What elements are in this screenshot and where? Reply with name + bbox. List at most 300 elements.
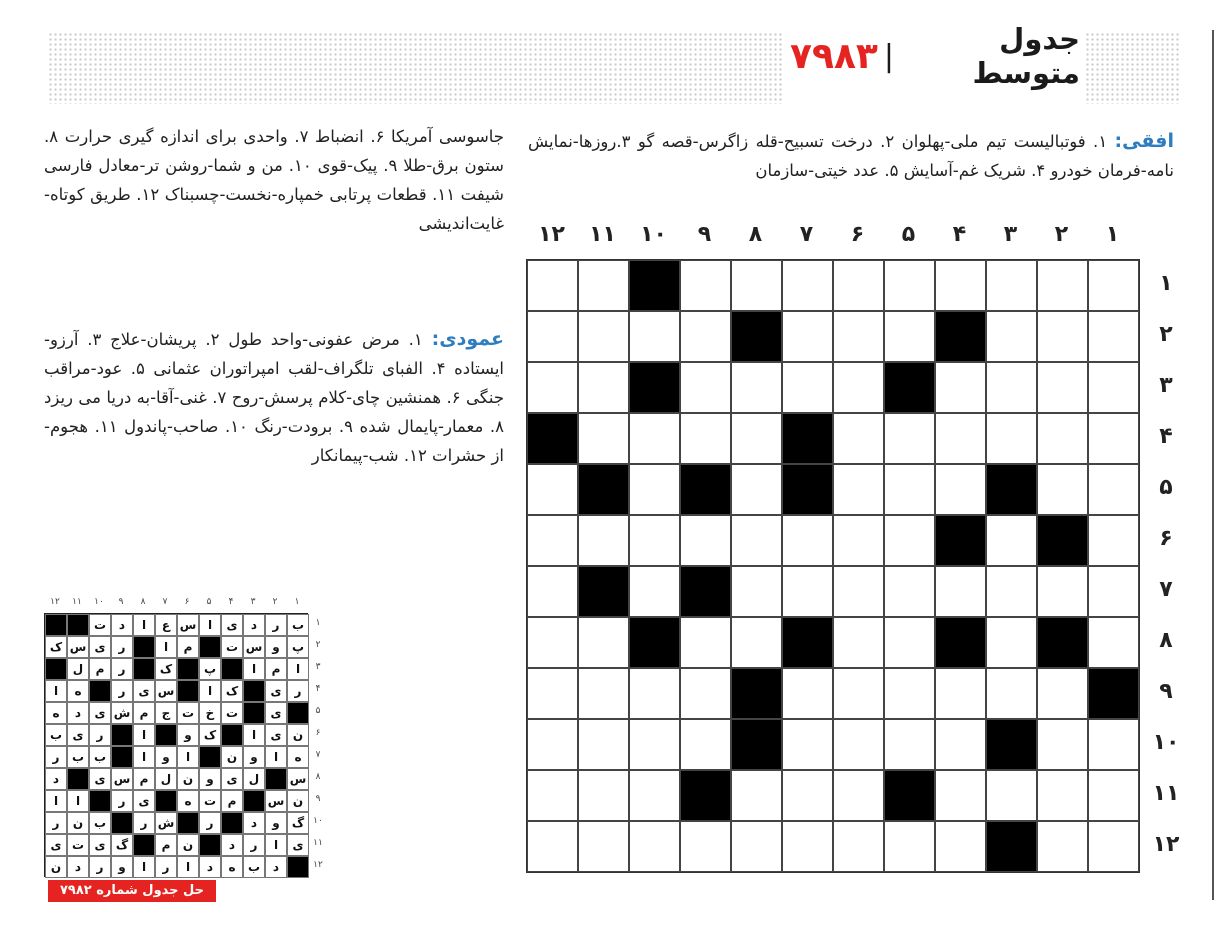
grid-cell[interactable] — [680, 260, 731, 311]
down-clues — [44, 325, 504, 470]
solution-cell: ش — [155, 812, 177, 834]
grid-cell[interactable] — [527, 668, 578, 719]
grid-cell-black — [935, 617, 986, 668]
solution-cell: ن — [287, 790, 309, 812]
grid-cell[interactable] — [1037, 566, 1088, 617]
row-number: ۷ — [1159, 577, 1173, 602]
grid-cell[interactable] — [1037, 362, 1088, 413]
grid-cell[interactable] — [527, 821, 578, 872]
solution-row-number: ۳ — [315, 662, 321, 672]
solution-cell: س — [243, 636, 265, 658]
solution-cell: ت — [199, 790, 221, 812]
solution-cell: ر — [287, 680, 309, 702]
grid-cell[interactable] — [782, 719, 833, 770]
row-number: ۱ — [1159, 271, 1173, 296]
grid-cell-black — [1088, 668, 1139, 719]
grid-cell[interactable] — [578, 770, 629, 821]
solution-cell-black — [177, 658, 199, 680]
grid-cell[interactable] — [986, 668, 1037, 719]
solution-cell-black — [199, 746, 221, 768]
solution-cell: و — [265, 636, 287, 658]
solution-cell: د — [199, 856, 221, 878]
solution-cell: و — [199, 768, 221, 790]
grid-cell-black — [1037, 617, 1088, 668]
solution-cell: ک — [45, 636, 67, 658]
grid-cell[interactable] — [986, 770, 1037, 821]
grid-cell-black — [680, 770, 731, 821]
solution-cell: ک — [155, 658, 177, 680]
solution-cell: ی — [67, 724, 89, 746]
grid-cell[interactable] — [833, 770, 884, 821]
grid-cell[interactable] — [731, 515, 782, 566]
solution-cell: ا — [265, 746, 287, 768]
grid-cell[interactable] — [935, 821, 986, 872]
solution-cell: ا — [243, 724, 265, 746]
grid-cell[interactable] — [884, 821, 935, 872]
solution-cell: د — [67, 856, 89, 878]
grid-cell[interactable] — [986, 311, 1037, 362]
grid-cell[interactable] — [986, 515, 1037, 566]
grid-cell[interactable] — [731, 821, 782, 872]
solution-cell: س — [177, 614, 199, 636]
solution-cell-black — [67, 614, 89, 636]
solution-cell: ل — [67, 658, 89, 680]
grid-cell[interactable] — [629, 413, 680, 464]
solution-cell-black — [287, 856, 309, 878]
grid-cell-black — [986, 464, 1037, 515]
grid-cell[interactable] — [833, 719, 884, 770]
row-number: ۶ — [1159, 526, 1173, 551]
grid-cell-black — [680, 464, 731, 515]
grid-cell-black — [782, 464, 833, 515]
grid-cell-black — [731, 719, 782, 770]
grid-cell[interactable] — [731, 464, 782, 515]
solution-cell: ع — [155, 614, 177, 636]
solution-cell-black — [155, 790, 177, 812]
solution-cell: ی — [265, 702, 287, 724]
grid-cell-black — [731, 311, 782, 362]
solution-cell-black — [265, 768, 287, 790]
solution-cell: ر — [265, 614, 287, 636]
solution-cell-black — [133, 834, 155, 856]
solution-column-number: ۱۲ — [50, 597, 60, 607]
grid-cell[interactable] — [935, 770, 986, 821]
solution-cell-black — [111, 812, 133, 834]
solution-cell: ه — [45, 702, 67, 724]
solution-cell: ک — [199, 724, 221, 746]
grid-cell[interactable] — [680, 515, 731, 566]
grid-cell[interactable] — [629, 566, 680, 617]
solution-cell: ی — [221, 614, 243, 636]
grid-cell[interactable] — [527, 770, 578, 821]
solution-cell: ر — [243, 834, 265, 856]
grid-cell[interactable] — [527, 617, 578, 668]
grid-cell[interactable] — [629, 770, 680, 821]
solution-cell-black — [243, 702, 265, 724]
crossword-grid[interactable] — [526, 259, 1140, 873]
grid-cell[interactable] — [833, 668, 884, 719]
solution-cell: د — [45, 768, 67, 790]
grid-cell[interactable] — [1037, 311, 1088, 362]
grid-cell[interactable] — [629, 719, 680, 770]
grid-cell[interactable] — [527, 515, 578, 566]
grid-cell[interactable] — [1037, 770, 1088, 821]
solution-row-number: ۶ — [315, 728, 321, 738]
grid-cell[interactable] — [935, 668, 986, 719]
grid-cell[interactable] — [986, 566, 1037, 617]
grid-cell[interactable] — [884, 260, 935, 311]
solution-cell: ر — [111, 680, 133, 702]
solution-cell: ر — [111, 636, 133, 658]
grid-cell[interactable] — [1088, 260, 1139, 311]
grid-cell[interactable] — [629, 515, 680, 566]
solution-cell: ا — [155, 636, 177, 658]
solution-cell: ی — [287, 834, 309, 856]
grid-cell[interactable] — [527, 362, 578, 413]
solution-cell: ا — [177, 856, 199, 878]
row-number: ۹ — [1159, 679, 1173, 704]
solution-cell: ا — [287, 658, 309, 680]
grid-cell[interactable] — [782, 770, 833, 821]
across-clues-text-1: ۱. فوتبالیست تیم ملی-پهلوان ۲. درخت تسبیح-قله زاگرس-قصه گو ۳.روزها-نمایش نامه-فرمان خودرو ۴. شریک غم-آسایش ۵. عدد خیتی-سازمان — [528, 132, 1174, 180]
grid-cell[interactable] — [1037, 413, 1088, 464]
grid-cell[interactable] — [833, 311, 884, 362]
grid-cell[interactable] — [527, 464, 578, 515]
grid-cell[interactable] — [680, 821, 731, 872]
solution-cell-black — [89, 680, 111, 702]
row-number: ۱۰ — [1152, 730, 1180, 755]
solution-cell: ا — [133, 614, 155, 636]
solution-cell: د — [243, 614, 265, 636]
solution-cell: ج — [155, 702, 177, 724]
solution-caption: حل جدول شماره ۷۹۸۲ — [48, 880, 216, 902]
grid-cell[interactable] — [629, 311, 680, 362]
column-number: ۶ — [850, 222, 865, 247]
solution-column-number: ۲ — [272, 597, 278, 607]
solution-cell: ب — [67, 746, 89, 768]
solution-cell: ن — [287, 724, 309, 746]
grid-cell[interactable] — [884, 617, 935, 668]
solution-cell-black — [177, 812, 199, 834]
solution-cell: م — [265, 658, 287, 680]
solution-cell: د — [243, 812, 265, 834]
solution-cell-black — [221, 724, 243, 746]
solution-cell: ی — [89, 768, 111, 790]
grid-cell[interactable] — [833, 464, 884, 515]
solution-cell: ی — [89, 636, 111, 658]
grid-cell[interactable] — [527, 566, 578, 617]
solution-cell: ت — [67, 834, 89, 856]
solution-cell-black — [111, 724, 133, 746]
solution-cell: ا — [265, 834, 287, 856]
solution-cell: ر — [45, 812, 67, 834]
grid-cell[interactable] — [680, 362, 731, 413]
grid-cell[interactable] — [782, 515, 833, 566]
solution-column-number: ۱۱ — [72, 597, 82, 607]
solution-cell: م — [177, 636, 199, 658]
solution-cell: ن — [177, 834, 199, 856]
column-number: ۲ — [1054, 222, 1069, 247]
grid-cell[interactable] — [578, 413, 629, 464]
solution-column-number: ۹ — [118, 597, 124, 607]
solution-cell-black — [133, 636, 155, 658]
grid-cell-black — [935, 515, 986, 566]
solution-cell: و — [155, 746, 177, 768]
solution-cell: ا — [45, 790, 67, 812]
title-text: جدول متوسط — [972, 22, 1080, 90]
grid-cell[interactable] — [578, 311, 629, 362]
across-clues — [528, 127, 1174, 185]
grid-cell[interactable] — [731, 770, 782, 821]
grid-cell[interactable] — [833, 617, 884, 668]
solution-cell: ا — [133, 724, 155, 746]
grid-cell-black — [782, 413, 833, 464]
grid-cell[interactable] — [782, 362, 833, 413]
down-clues-text: ۱. مرض عفونی-واحد طول ۲. پریشان-علاج ۳. آرزو-ایستاده ۴. الفبای تلگراف-لقب امپراتوران عثمانی ۵. عود-مراقب جنگی ۶. همنشین چای-کلام پرسش-روح ۷. غنی-آقا-به دریا می ریزد ۸. معمار-پایمال شده ۹. برودت-رنگ ۱۰. صاحب-پاندول ۱۱. هجوم-از حشرات ۱۲. شب-پیمانکار — [44, 330, 505, 465]
solution-cell: گ — [111, 834, 133, 856]
grid-cell[interactable] — [731, 260, 782, 311]
grid-cell[interactable] — [884, 668, 935, 719]
row-number: ۴ — [1159, 424, 1173, 449]
solution-cell: م — [133, 702, 155, 724]
solution-row-number: ۸ — [315, 772, 321, 782]
solution-cell: و — [177, 724, 199, 746]
grid-cell[interactable] — [986, 617, 1037, 668]
solution-cell-black — [45, 614, 67, 636]
solution-cell: ن — [67, 812, 89, 834]
solution-cell: ا — [177, 746, 199, 768]
grid-cell[interactable] — [833, 362, 884, 413]
puzzle-number: ۷۹۸۳ — [790, 35, 878, 77]
row-number: ۱۲ — [1152, 832, 1180, 857]
grid-cell[interactable] — [782, 566, 833, 617]
solution-cell: ر — [133, 812, 155, 834]
solution-cell-black — [199, 834, 221, 856]
solution-cell: ت — [177, 702, 199, 724]
grid-cell[interactable] — [578, 362, 629, 413]
column-number: ۴ — [952, 222, 967, 247]
grid-cell[interactable] — [1088, 413, 1139, 464]
solution-cell: م — [221, 790, 243, 812]
row-number: ۵ — [1159, 475, 1173, 500]
solution-cell: ر — [111, 790, 133, 812]
solution-cell-black — [45, 658, 67, 680]
grid-cell[interactable] — [782, 821, 833, 872]
grid-cell[interactable] — [1037, 821, 1088, 872]
grid-cell-black — [527, 413, 578, 464]
solution-cell: ر — [89, 856, 111, 878]
grid-cell[interactable] — [884, 311, 935, 362]
grid-cell[interactable] — [935, 566, 986, 617]
solution-cell: ا — [133, 746, 155, 768]
grid-cell-black — [578, 464, 629, 515]
grid-cell[interactable] — [578, 719, 629, 770]
grid-cell[interactable] — [1037, 719, 1088, 770]
grid-cell[interactable] — [833, 260, 884, 311]
solution-cell: ه — [67, 680, 89, 702]
solution-row-number: ۱ — [315, 618, 321, 628]
grid-cell[interactable] — [1088, 515, 1139, 566]
grid-cell[interactable] — [578, 821, 629, 872]
solution-cell-black — [155, 724, 177, 746]
grid-cell[interactable] — [935, 464, 986, 515]
solution-cell: ا — [133, 856, 155, 878]
solution-cell: پ — [287, 636, 309, 658]
solution-cell: ش — [111, 702, 133, 724]
grid-cell[interactable] — [1088, 311, 1139, 362]
solution-cell: س — [111, 768, 133, 790]
grid-cell[interactable] — [731, 566, 782, 617]
column-number: ۵ — [901, 222, 916, 247]
solution-cell: ا — [243, 658, 265, 680]
solution-cell: د — [111, 614, 133, 636]
grid-cell[interactable] — [1037, 464, 1088, 515]
grid-cell[interactable] — [884, 515, 935, 566]
solution-row-number: ۵ — [315, 706, 321, 716]
grid-cell[interactable] — [782, 668, 833, 719]
grid-cell[interactable] — [731, 617, 782, 668]
grid-cell[interactable] — [1088, 821, 1139, 872]
grid-cell[interactable] — [578, 617, 629, 668]
grid-cell[interactable] — [884, 719, 935, 770]
solution-cell: د — [67, 702, 89, 724]
solution-row-number: ۷ — [315, 750, 321, 760]
grid-cell[interactable] — [680, 413, 731, 464]
solution-cell-black — [89, 790, 111, 812]
grid-cell[interactable] — [731, 362, 782, 413]
column-number: ۷ — [799, 222, 814, 247]
solution-cell: ن — [45, 856, 67, 878]
column-number: ۱۲ — [538, 222, 565, 247]
across-clues-text-2: جاسوسی آمریکا ۶. انضباط ۷. واحدی برای اندازه گیری حرارت ۸. ستون برق-طلا ۹. پیک-قوی ۱۰. من و شما-روشن تر-معادل فارسی شیفت ۱۱. قطعات پرتابی خمپاره-نخست-چسبناک ۱۲. طریق کوتاه-غایت‌اندیشی — [44, 127, 505, 233]
grid-cell[interactable] — [1088, 770, 1139, 821]
solution-cell-black — [221, 812, 243, 834]
solution-row-number: ۱۰ — [313, 816, 323, 826]
grid-cell[interactable] — [1037, 668, 1088, 719]
across-clues-continued — [44, 122, 504, 238]
solution-cell-black — [133, 658, 155, 680]
solution-cell: س — [67, 636, 89, 658]
solution-cell: م — [133, 768, 155, 790]
grid-cell[interactable] — [833, 413, 884, 464]
grid-cell[interactable] — [935, 719, 986, 770]
solution-cell: ب — [89, 746, 111, 768]
grid-cell[interactable] — [833, 821, 884, 872]
column-number: ۸ — [748, 222, 763, 247]
page-title — [790, 22, 1080, 90]
grid-cell[interactable] — [731, 413, 782, 464]
grid-cell[interactable] — [884, 413, 935, 464]
solution-column-number: ۱ — [294, 597, 300, 607]
solution-row-number: ۱۲ — [313, 860, 323, 870]
across-label: افقی: — [1114, 130, 1174, 152]
solution-cell: ن — [221, 746, 243, 768]
page-edge-rule — [1212, 30, 1214, 900]
solution-cell: ی — [133, 790, 155, 812]
solution-row-number: ۲ — [315, 640, 321, 650]
solution-cell-black — [67, 768, 89, 790]
solution-column-number: ۷ — [162, 597, 168, 607]
grid-cell[interactable] — [1088, 464, 1139, 515]
solution-cell: ی — [265, 680, 287, 702]
solution-cell: خ — [199, 702, 221, 724]
grid-cell[interactable] — [782, 260, 833, 311]
column-number: ۱۰ — [640, 222, 667, 247]
column-number: ۹ — [697, 222, 712, 247]
solution-cell: ر — [89, 724, 111, 746]
solution-cell: ر — [111, 658, 133, 680]
solution-cell: ی — [265, 724, 287, 746]
solution-cell: ل — [243, 768, 265, 790]
grid-cell[interactable] — [935, 362, 986, 413]
solution-row-number: ۹ — [315, 794, 321, 804]
grid-cell[interactable] — [629, 668, 680, 719]
grid-cell[interactable] — [1088, 566, 1139, 617]
grid-cell[interactable] — [986, 260, 1037, 311]
grid-cell[interactable] — [782, 311, 833, 362]
dotted-header-band-right — [1085, 32, 1180, 104]
solution-cell: د — [221, 834, 243, 856]
grid-cell[interactable] — [986, 413, 1037, 464]
solution-cell: ا — [199, 614, 221, 636]
grid-cell[interactable] — [578, 260, 629, 311]
grid-cell[interactable] — [1088, 617, 1139, 668]
grid-cell[interactable] — [527, 260, 578, 311]
solution-cell-black — [177, 680, 199, 702]
solution-cell: ت — [221, 636, 243, 658]
grid-cell[interactable] — [527, 311, 578, 362]
grid-cell[interactable] — [578, 515, 629, 566]
row-number: ۲ — [1159, 322, 1173, 347]
grid-cell[interactable] — [527, 719, 578, 770]
grid-cell[interactable] — [680, 617, 731, 668]
grid-cell[interactable] — [680, 311, 731, 362]
solution-grid — [44, 613, 308, 877]
grid-cell[interactable] — [833, 515, 884, 566]
grid-cell[interactable] — [884, 566, 935, 617]
grid-cell-black — [629, 617, 680, 668]
solution-cell: ن — [177, 768, 199, 790]
grid-cell-black — [986, 821, 1037, 872]
solution-cell-black — [111, 746, 133, 768]
solution-cell: ه — [221, 856, 243, 878]
grid-cell[interactable] — [629, 464, 680, 515]
solution-cell-black — [221, 658, 243, 680]
grid-cell[interactable] — [578, 668, 629, 719]
grid-cell[interactable] — [1088, 719, 1139, 770]
solution-cell: ا — [67, 790, 89, 812]
solution-column-number: ۴ — [228, 597, 234, 607]
grid-cell[interactable] — [1088, 362, 1139, 413]
row-number: ۸ — [1159, 628, 1173, 653]
solution-cell: ب — [89, 812, 111, 834]
grid-cell[interactable] — [629, 821, 680, 872]
grid-cell[interactable] — [935, 413, 986, 464]
grid-cell-black — [884, 770, 935, 821]
grid-cell[interactable] — [935, 260, 986, 311]
solution-cell: ی — [133, 680, 155, 702]
grid-cell[interactable] — [986, 362, 1037, 413]
grid-cell[interactable] — [680, 719, 731, 770]
grid-cell[interactable] — [680, 668, 731, 719]
title-separator: | — [883, 38, 894, 74]
row-number: ۳ — [1159, 373, 1173, 398]
grid-cell[interactable] — [1037, 260, 1088, 311]
solution-cell: ب — [45, 724, 67, 746]
solution-cell: و — [243, 746, 265, 768]
grid-cell[interactable] — [884, 464, 935, 515]
grid-cell[interactable] — [833, 566, 884, 617]
